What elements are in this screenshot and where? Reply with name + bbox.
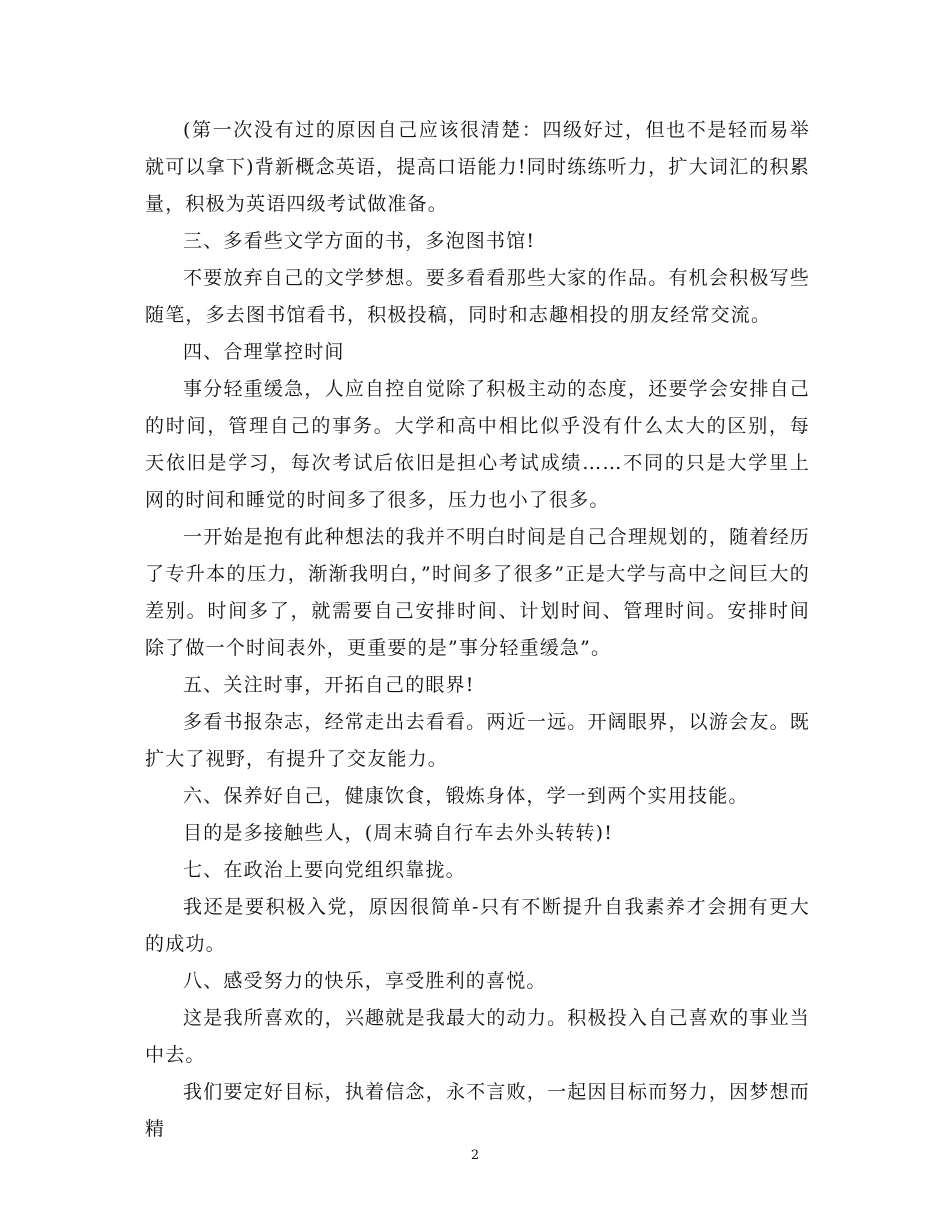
heading-time-management: 四、合理掌控时间 — [183, 341, 345, 363]
paragraph-interest: 这是我所喜欢的，兴趣就是我最大的动力。积极投入自己喜欢的事业当中去。 — [145, 1007, 810, 1066]
paragraph-current-affairs: 多看书报杂志，经常走出去看看。两近一远。开阔眼界，以游会友。既扩大了视野，有提升了交友能力。 — [145, 711, 810, 770]
paragraph-time-planning: 一开始是抱有此种想法的我并不明白时间是自己合理规划的，随着经历了专升本的压力，渐渐我明白，”时间多了很多”正是大学与高中之间巨大的差别。时间多了，就需要自己安排时间、计划时间、管理时间。安排时间除了做一个时间表外，更重要的是”事分轻重缓急”。 — [145, 526, 810, 659]
paragraph-politics: 我还是要积极入党，原因很简单-只有不断提升自我素养才会拥有更大的成功。 — [145, 896, 810, 955]
paragraph-health: 目的是多接触些人，(周末骑自行车去外头转转)! — [183, 822, 614, 844]
heading-health: 六、保养好自己，健康饮食，锻炼身体，学一到两个实用技能。 — [183, 785, 749, 807]
paragraph-english-exam: (第一次没有过的原因自己应该很清楚：四级好过，但也不是轻而易举就可以拿下)背新概念英语，提高口语能力!同时练练听力，扩大词汇的积累量，积极为英语四级考试做准备。 — [145, 119, 810, 215]
heading-joy-of-effort: 八、感受努力的快乐，享受胜利的喜悦。 — [183, 970, 547, 992]
paragraph-time-priorities: 事分轻重缓急，人应自控自觉除了积极主动的态度，还要学会安排自己的时间，管理自己的事务。大学和高中相比似乎没有什么太大的区别，每天依旧是学习，每次考试后依旧是担心考试成绩……不同的只是大学里上网的时间和睡觉的时间多了很多，压力也小了很多。 — [145, 378, 810, 511]
page-number: 2 — [470, 1148, 480, 1163]
paragraph-goals: 我们要定好目标，执着信念，永不言败，一起因目标而努力，因梦想而精 — [145, 1081, 810, 1140]
heading-literature: 三、多看些文学方面的书，多泡图书馆! — [183, 230, 536, 252]
document-body — [145, 112, 810, 1148]
heading-current-affairs: 五、关注时事，开拓自己的眼界! — [183, 674, 475, 696]
paragraph-literature: 不要放弃自己的文学梦想。要多看看那些大家的作品。有机会积极写些随笔，多去图书馆看书，积极投稿，同时和志趣相投的朋友经常交流。 — [145, 267, 810, 326]
heading-politics: 七、在政治上要向党组织靠拢。 — [183, 859, 466, 881]
